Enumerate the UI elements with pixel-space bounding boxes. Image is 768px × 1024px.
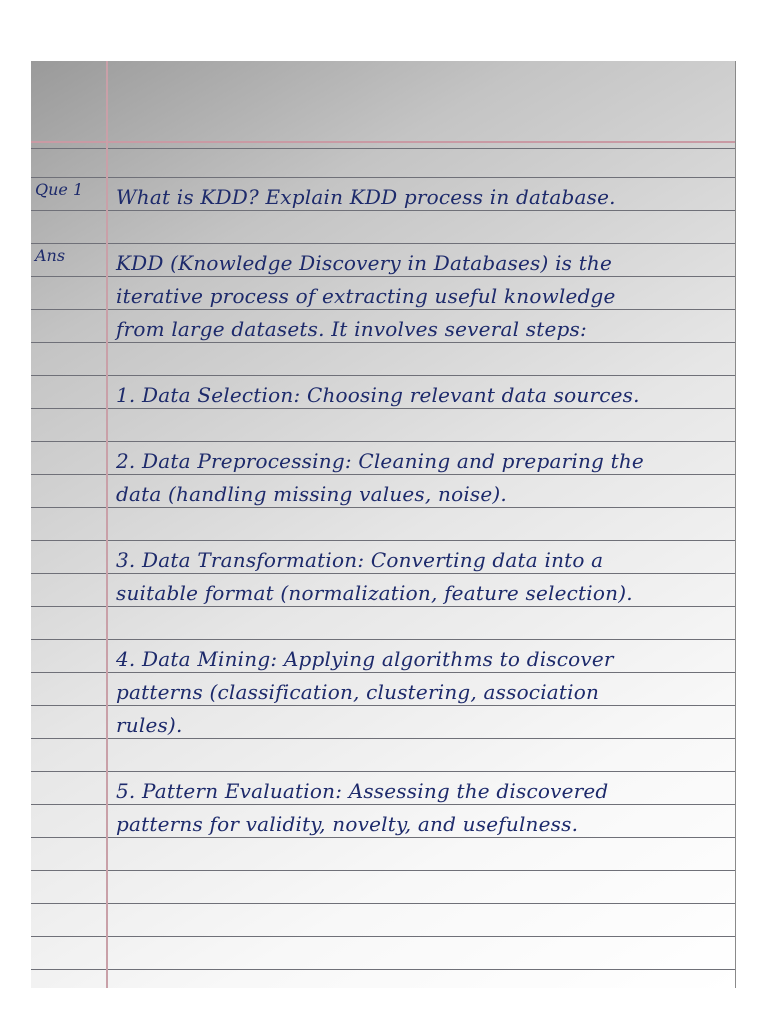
rule-line (31, 870, 735, 871)
answer-line: iterative process of extracting useful knowledge (116, 284, 616, 308)
rule-line (31, 276, 735, 277)
notebook-page (31, 61, 736, 988)
rule-line (31, 771, 735, 772)
rule-line (31, 639, 735, 640)
rule-line (31, 903, 735, 904)
rule-line (31, 375, 735, 376)
rule-line (31, 705, 735, 706)
header-band (31, 61, 735, 141)
rule-line (31, 738, 735, 739)
step-5: 5. Pattern Evaluation: Assessing the discovered (116, 779, 609, 803)
step-2: 2. Data Preprocessing: Cleaning and preparing the (116, 449, 644, 473)
rule-line (31, 408, 735, 409)
rule-line (31, 837, 735, 838)
rule-line (31, 573, 735, 574)
step-4: 4. Data Mining: Applying algorithms to discover (116, 647, 614, 671)
header-rule (31, 141, 735, 143)
margin-line (106, 61, 108, 988)
question-label: Que 1 (35, 180, 84, 199)
answer-line: KDD (Knowledge Discovery in Databases) is the (116, 251, 613, 275)
rule-line (31, 936, 735, 937)
answer-line: from large datasets. It involves several steps: (116, 317, 587, 341)
step-4-cont: rules). (116, 713, 183, 737)
rule-line (31, 540, 735, 541)
rule-line (31, 342, 735, 343)
rule-line (31, 969, 735, 970)
step-5-cont: patterns for validity, novelty, and usefulness. (116, 812, 579, 836)
rule-line (31, 148, 735, 149)
rule-line (31, 177, 735, 178)
step-2-cont: data (handling missing values, noise). (116, 482, 507, 506)
rule-line (31, 672, 735, 673)
step-3: 3. Data Transformation: Converting data into a (116, 548, 604, 572)
rule-line (31, 507, 735, 508)
rule-line (31, 210, 735, 211)
rule-line (31, 243, 735, 244)
rule-line (31, 474, 735, 475)
question-text: What is KDD? Explain KDD process in database. (116, 185, 616, 209)
step-1: 1. Data Selection: Choosing relevant data sources. (116, 383, 640, 407)
rule-line (31, 606, 735, 607)
rule-line (31, 804, 735, 805)
step-4-cont: patterns (classification, clustering, association (116, 680, 600, 704)
step-3-cont: suitable format (normalization, feature selection). (116, 581, 633, 605)
rule-line (31, 309, 735, 310)
answer-label: Ans (35, 246, 66, 265)
rule-line (31, 441, 735, 442)
